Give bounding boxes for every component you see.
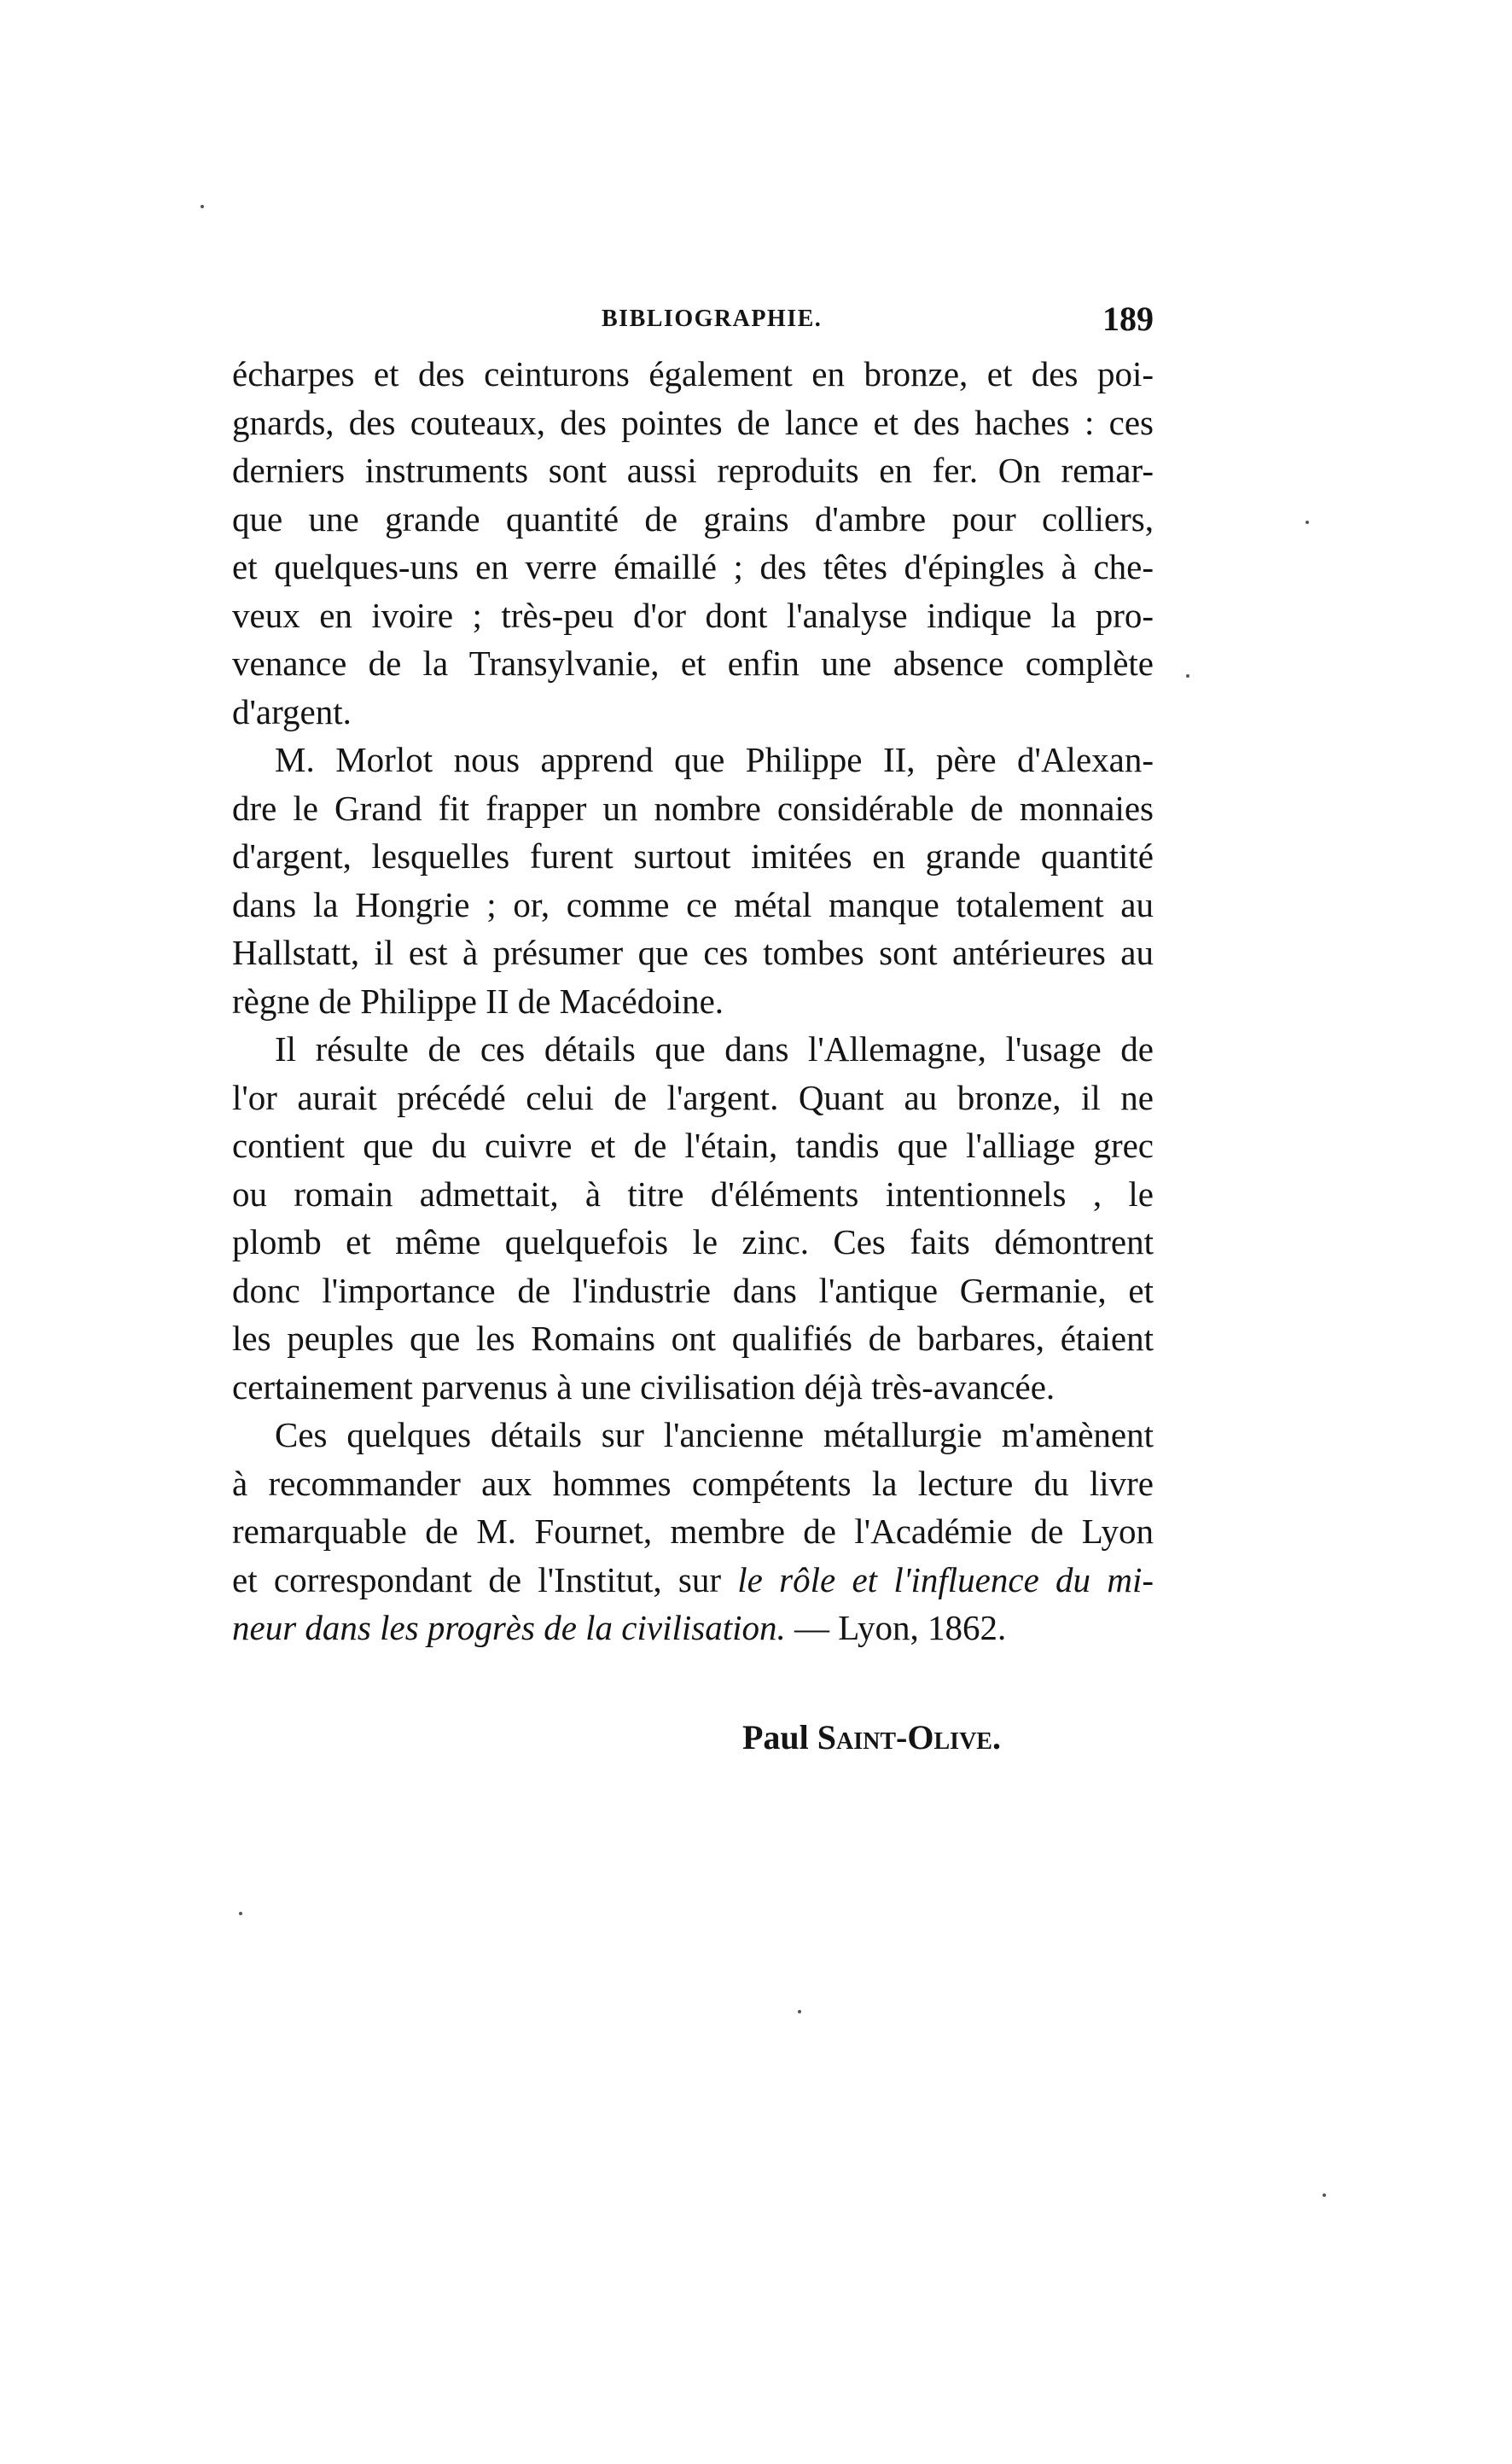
scan-speck (798, 2010, 801, 2013)
signature-last-name: Saint-Olive. (817, 1718, 1001, 1756)
scan-speck (1306, 521, 1309, 524)
text-line: les peuples que les Romains ont qualifiés de barbares, étaient (232, 1319, 1154, 1358)
text-line: remarquable de M. Fournet, membre de l'Académie de Lyon (232, 1512, 1154, 1551)
scan-speck (239, 1912, 242, 1915)
text-line: M. Morlot nous apprend que Philippe II, père d'Alexan- (275, 740, 1154, 779)
text-line-with-title (232, 1604, 1154, 1652)
text-line: Il résulte de ces détails que dans l'Allemagne, l'usage de (275, 1029, 1154, 1069)
running-head (230, 299, 1154, 336)
text-line: certainement parvenus à une civilisation déjà très-avancée. (232, 1366, 1055, 1407)
text-line: d'argent. (232, 691, 352, 731)
signature-first-name: Paul (742, 1718, 809, 1756)
text-line: donc l'importance de l'industrie dans l'antique Germanie, et (232, 1270, 1154, 1310)
text-line: venance de la Transylvanie, et enfin une absence complète (232, 644, 1154, 683)
text-fragment: et correspondant de l'Institut, sur (232, 1559, 738, 1599)
text-line: gnards, des couteaux, des pointes de lance et des haches : ces (232, 402, 1154, 442)
body-text (232, 350, 1154, 1652)
text-line: règne de Philippe II de Macédoine. (232, 981, 724, 1021)
text-line: ou romain admettait, à titre d'éléments intentionnels , le (232, 1174, 1154, 1214)
text-line: à recommander aux hommes compétents la lecture du livre (232, 1463, 1154, 1503)
text-line: que une grande quantité de grains d'ambre pour colliers, (232, 498, 1154, 539)
text-line: dre le Grand fit frapper un nombre considérable de monnaies (232, 788, 1154, 828)
page-number: 189 (1102, 300, 1154, 338)
text-line: écharpes et des ceinturons également en bronze, et des poi- (232, 354, 1154, 393)
text-line: Hallstatt, il est à présumer que ces tombes sont antérieures au (232, 933, 1154, 972)
text-line: et quelques-uns en verre émaillé ; des têtes d'épingles à che- (232, 547, 1154, 586)
text-line: dans la Hongrie ; or, comme ce métal manque totalement au (232, 884, 1154, 924)
text-line: plomb et même quelquefois le zinc. Ces faits démontrent (232, 1222, 1154, 1261)
text-fragment: — Lyon, 1862. (785, 1608, 1007, 1647)
text-line-with-title (232, 1556, 1154, 1605)
text-line: veux en ivoire ; très-peu d'or dont l'analyse indique la pro- (232, 595, 1154, 635)
work-title: le rôle et l'influence du mi- (737, 1559, 1154, 1599)
text-line: derniers instruments sont aussi reproduits en fer. On remar- (232, 451, 1154, 490)
signature (742, 1717, 1001, 1757)
scan-speck (1186, 674, 1189, 678)
text-line: contient que du cuivre et de l'étain, tandis que l'alliage grec (232, 1126, 1154, 1165)
scan-speck (1323, 2193, 1326, 2197)
text-line: Ces quelques détails sur l'ancienne métallurgie m'amènent (275, 1415, 1154, 1454)
work-title-continued: neur dans les progrès de la civilisation. (232, 1608, 786, 1647)
running-title: BIBLIOGRAPHIE. (602, 306, 823, 332)
text-line: l'or aurait précédé celui de l'argent. Quant au bronze, il ne (232, 1077, 1154, 1117)
scan-speck (201, 205, 204, 208)
text-line: d'argent, lesquelles furent surtout imitées en grande quantité (232, 836, 1154, 876)
